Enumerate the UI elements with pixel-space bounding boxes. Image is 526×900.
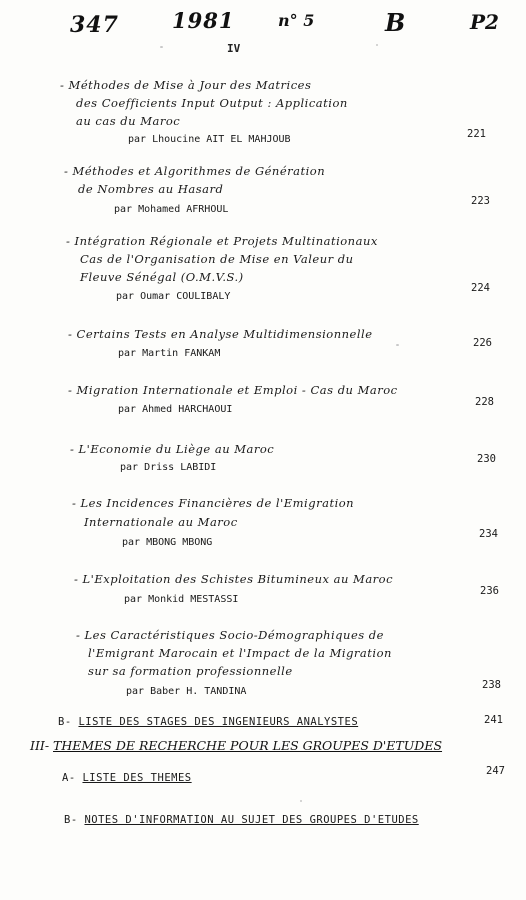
entry-page-number: 234	[479, 528, 498, 540]
entry-page-number: 224	[471, 282, 490, 294]
entry-title-line: Cas de l'Organisation de Mise en Valeur du	[80, 252, 354, 266]
section-themes-page-number: 247	[486, 765, 505, 777]
entry-title-line: - Intégration Régionale et Projets Multinationaux	[66, 234, 378, 248]
entry-author: par Martin FANKAM	[118, 348, 221, 359]
scan-speck	[396, 344, 399, 346]
section-prefix: B-	[58, 716, 79, 728]
entry-title-line: Fleuve Sénégal (O.M.V.S.)	[80, 270, 244, 284]
entry-author: par Driss LABIDI	[120, 462, 217, 473]
entry-page-number: 221	[467, 128, 486, 140]
entry-author: par Oumar COULIBALY	[116, 291, 231, 302]
scan-speck	[160, 46, 163, 48]
section-label: LISTE DES THEMES	[82, 772, 192, 784]
page-roman-numeral: IV	[227, 42, 241, 55]
entry-author: par MBONG MBONG	[122, 537, 213, 548]
section-label: NOTES D'INFORMATION AU SUJET DES GROUPES D'ETUDES	[84, 814, 419, 826]
section-label: LISTE DES STAGES DES INGENIEURS ANALYSTES	[78, 716, 359, 728]
scan-speck	[300, 800, 302, 802]
handwritten-number: 347	[70, 12, 119, 38]
entry-title-line: Internationale au Maroc	[84, 515, 238, 529]
entry-page-number: 236	[480, 585, 499, 597]
entry-title-line: au cas du Maroc	[76, 114, 181, 128]
section-label: THEMES DE RECHERCHE POUR LES GROUPES D'ETUDES	[53, 738, 443, 753]
section-iii-heading	[30, 738, 442, 753]
section-themes-heading	[62, 772, 192, 784]
entry-title-line: - L'Exploitation des Schistes Bitumineux au Maroc	[74, 572, 394, 586]
scan-speck	[376, 44, 378, 46]
entry-page-number: 230	[477, 453, 496, 465]
entry-author: par Monkid MESTASSI	[124, 594, 239, 605]
entry-title-line: sur sa formation professionnelle	[88, 664, 293, 678]
handwritten-code: P2	[470, 10, 499, 34]
entry-page-number: 223	[471, 195, 490, 207]
entry-title-line: - Certains Tests en Analyse Multidimensionnelle	[68, 327, 373, 341]
entry-page-number: 226	[473, 337, 492, 349]
entry-title-line: des Coefficients Input Output : Application	[76, 96, 348, 110]
handwritten-issue: n° 5	[278, 11, 315, 30]
section-notes-heading	[64, 814, 419, 826]
entry-title-line: - Les Incidences Financières de l'Emigration	[72, 496, 355, 510]
entry-title-line: de Nombres au Hasard	[78, 182, 224, 196]
handwritten-year: 1981	[172, 8, 235, 33]
entry-page-number: 238	[482, 679, 501, 691]
entry-title-line: - Migration Internationale et Emploi - Cas du Maroc	[68, 383, 398, 397]
entry-title-line: - L'Economie du Liège au Maroc	[70, 442, 275, 456]
handwritten-letter: B	[385, 8, 406, 37]
section-stages-heading	[58, 716, 358, 728]
entry-page-number: 228	[475, 396, 494, 408]
entry-author: par Ahmed HARCHAOUI	[118, 404, 233, 415]
section-prefix: B-	[64, 814, 85, 826]
entry-title-line: - Méthodes et Algorithmes de Génération	[64, 164, 326, 178]
section-prefix: III-	[30, 738, 54, 753]
entry-title-line: - Les Caractéristiques Socio-Démographiques de	[76, 628, 384, 642]
section-stages-page-number: 241	[484, 714, 503, 726]
entry-author: par Lhoucine AIT EL MAHJOUB	[128, 134, 291, 145]
entry-author: par Mohamed AFRHOUL	[114, 204, 229, 215]
entry-title-line: l'Emigrant Marocain et l'Impact de la Migration	[88, 646, 392, 660]
entry-author: par Baber H. TANDINA	[126, 686, 247, 697]
entry-title-line: - Méthodes de Mise à Jour des Matrices	[60, 78, 312, 92]
section-prefix: A-	[62, 772, 83, 784]
